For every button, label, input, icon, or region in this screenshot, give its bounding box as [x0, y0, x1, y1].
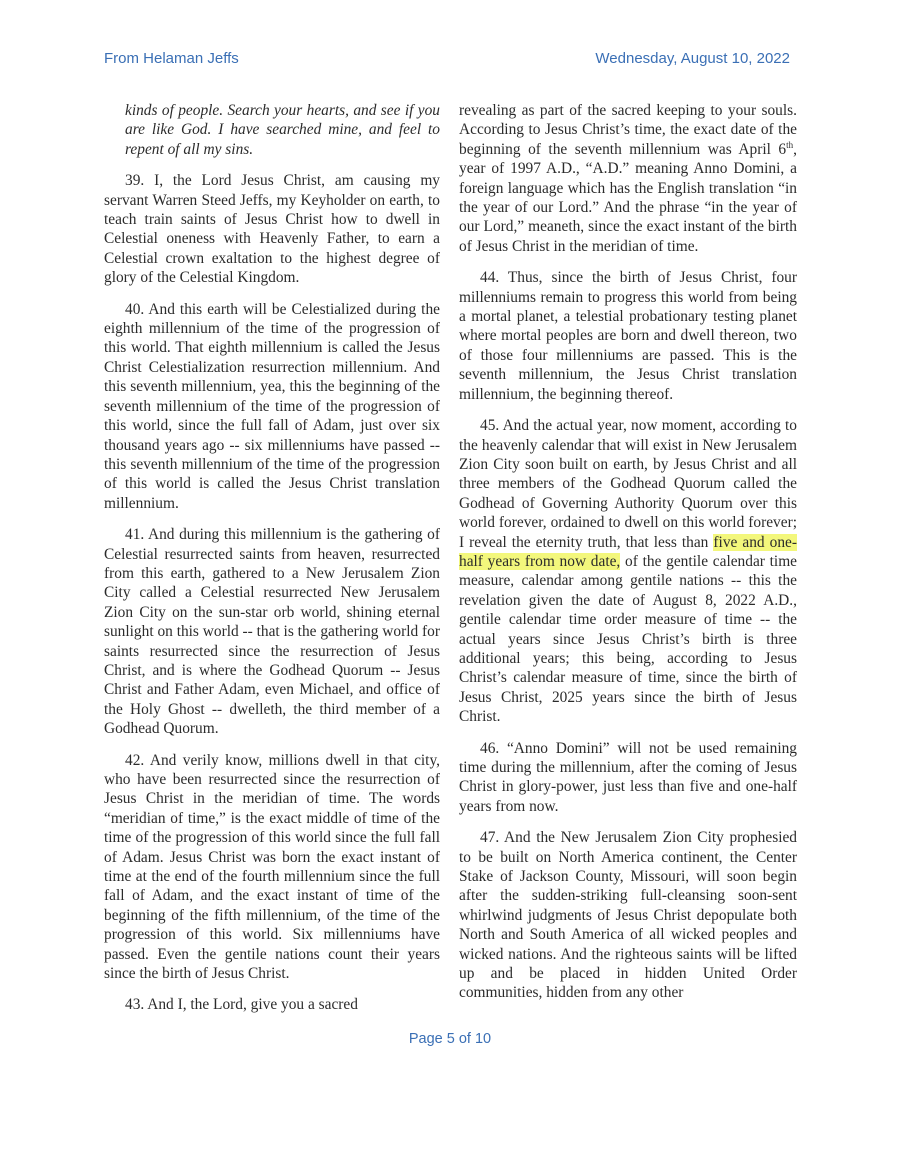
p45-text-a: 45. And the actual year, now moment, according to the heavenly calendar that will exist in New Jerusalem Zion City soon built on earth, by Jesus Christ and all three members of the Godhead Quorum called the Godhead of Governing Authority Quorum over this world forever, ordained to dwell on this world forever; I reveal the eternity truth, that less than — [459, 417, 797, 551]
left-column — [104, 101, 440, 1015]
paragraph-47: 47. And the New Jerusalem Zion City prophesied to be built on North America continent, the Center Stake of Jackson County, Missouri, will soon begin after the sudden-striking full-cleansing soon-sent whirlwind judgments of Jesus Christ depopulate both North and South America of all wicked peoples and wicked nations. And the righteous saints will be lifted up and be placed in hidden United Order communities, hidden from any other — [459, 829, 797, 1002]
ordinal-suffix: th — [786, 139, 794, 150]
paragraph-43-start: 43. And I, the Lord, give you a sacred — [125, 996, 358, 1014]
paragraph-40: 40. And this earth will be Celestialized during the eighth millennium of the time of the progression of this world. That eighth millennium is called the Jesus Christ Celestialization resurrection millennium. And this seventh millennium, yea, this the beginning of the seventh millennium of the time of the progression of this world, since the full fall of Adam, just over six thousand years ago -- six millenniums have passed -- this seventh millennium of the time of the progression of this world is called the Jesus Christ translation millennium. — [104, 300, 440, 512]
paragraph-42: 42. And verily know, millions dwell in that city, who have been resurrected since the resurrection of Jesus Christ in the meridian of time. The words “meridian of time,” is the exact middle of time of the time of the progression of this world since the full fall of Adam. Jesus Christ was born the exact instant of time at the end of the fourth millennium since the full fall of Adam, and the exact instant of time of the beginning of the fifth millennium, of the time of the progression of this world. Six millenniums have passed. Even the gentile nations count their years since the birth of Jesus Christ. — [104, 751, 440, 983]
p43-text-b: , year of 1997 A.D., “A.D.” meaning Anno Domini, a foreign language which has the English translation “in the year of our Lord.” And the phrase “in the year of our Lord,” meaneth, since the exact instant of the birth of Jesus Christ in the meridian of time. — [459, 140, 797, 255]
right-column — [459, 101, 797, 1003]
highlighted-phrase: five and one-half years from now date, — [459, 533, 797, 570]
paragraph-46: 46. “Anno Domini” will not be used remaining time during the millennium, after the coming of Jesus Christ in glory-power, just less than five and one-half years from now. — [459, 739, 797, 815]
header-date: Wednesday, August 10, 2022 — [595, 50, 790, 67]
paragraph-italic-intro: kinds of people. Search your hearts, and see if you are like God. I have searched mine, and feel to repent of all my sins. — [125, 102, 440, 158]
p43-text-a: revealing as part of the sacred keeping to your souls. According to Jesus Christ’s time, the exact date of the beginning of the seventh millennium was April 6 — [459, 102, 797, 158]
paragraph-41: 41. And during this millennium is the gathering of Celestial resurrected saints from heaven, resurrected from this earth, gathered to a New Jerusalem Zion City called a Celestial resurrected New Jerusalem Zion City on the sun-star orb world, shining eternal sunlight on this world -- that is the gathering world for saints resurrected since the resurrection of Jesus Christ, and is where the Godhead Quorum -- Jesus Christ and Father Adam, even Michael, and office of the Holy Ghost -- dwelleth, the third member of a Godhead Quorum. — [104, 526, 440, 738]
paragraph-43-continued — [459, 101, 797, 256]
paragraph-39: 39. I, the Lord Jesus Christ, am causing my servant Warren Steed Jeffs, my Keyholder on earth, to teach train saints of Jesus Christ how to dwell in Celestial oneness with Heavenly Father, to earn a Celestial crown exaltation to the highest degree of glory of the Celestial Kingdom. — [104, 172, 440, 287]
header-source: From Helaman Jeffs — [104, 50, 239, 67]
p45-text-b: of the gentile calendar time measure, calendar among gentile nations -- this the revelation given the date of August 8, 2022 A.D., gentile calendar time order measure of time -- the actual years since Jesus Christ’s birth is three additional years; this being, according to Jesus Christ’s calendar measure of time, since the birth of Jesus Christ, 2025 years since the birth of Jesus Christ. — [459, 552, 797, 726]
page-number: Page 5 of 10 — [408, 1031, 492, 1047]
paragraph-44: 44. Thus, since the birth of Jesus Christ, four millenniums remain to progress this world from being a mortal planet, a telestial probationary testing planet where mortal peoples are born and dwell thereon, two of those four millenniums are passed. This is the seventh millennium, the Jesus Christ translation millennium, the beginning thereof. — [459, 269, 797, 403]
paragraph-45 — [459, 416, 797, 727]
